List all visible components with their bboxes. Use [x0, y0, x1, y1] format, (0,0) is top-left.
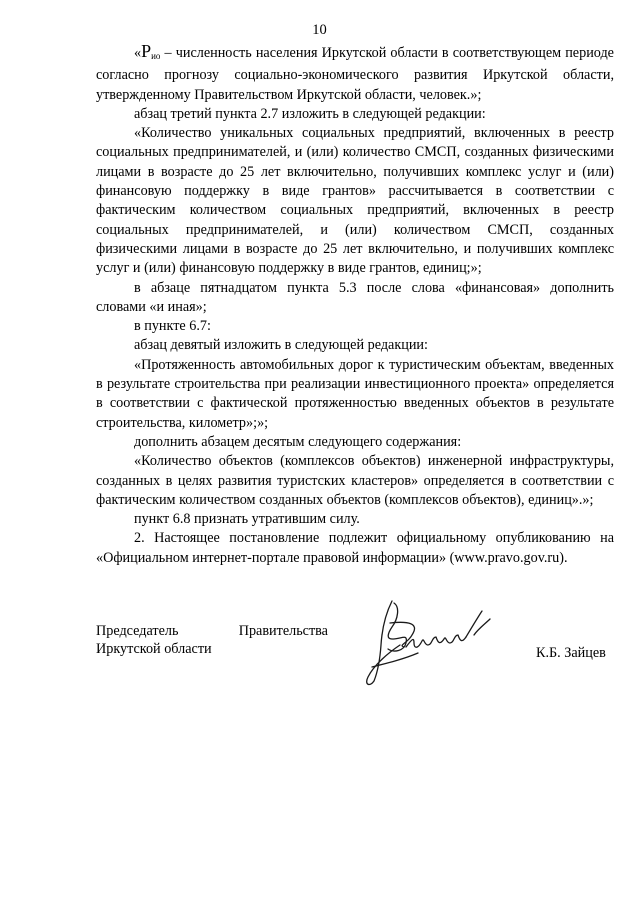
paragraph: «Протяженность автомобильных дорог к туристическим объектам, введенных в результате строительства при реализации инвестиционного проекта» определяется в соответствии с фактической протяженностью введенных объектов в результате строительства, километр»;»; [96, 356, 614, 431]
paragraph-population-definition [96, 41, 614, 105]
paragraph: пункт 6.8 признать утратившим силу. [134, 511, 360, 528]
signatory-name: К.Б. Зайцев [536, 645, 606, 661]
paragraph: дополнить абзацем десятым следующего содержания: [134, 433, 462, 450]
handwritten-signature [348, 593, 504, 689]
variable-subscript: ио [151, 51, 161, 61]
signatory-title-line2: Иркутской области [96, 641, 212, 657]
variable-p: P [141, 41, 152, 61]
paragraph: «Количество уникальных социальных предприятий, включенных в реестр социальных предпринимателей, и (или) количество СМСП, созданных физическими лицами в возрасте до 25 лет включительно, получивших комплекс услуг и (или) финансовую поддержку в виде грантов» рассчитывается в соответствии с фактическим количеством социальных предприятий, включенных в реестр социальных предпринимателей, и (или) количеством СМСП, созданных физическими лицами в возрасте до 25 лет включительно, и получивших комплекс услуг и (или) финансовую поддержку в виде грантов, единиц;»; [96, 125, 614, 277]
paragraph: 2. Настоящее постановление подлежит официальному опубликованию на «Официальном интернет-портале правовой информации» (www.pravo.gov.ru). [96, 530, 614, 566]
opening-quote: « [134, 45, 142, 61]
paragraph: в абзаце пятнадцатом пункта 5.3 после слова «финансовая» дополнить словами «и иная»; [96, 279, 614, 315]
signatory-title [96, 622, 328, 658]
document-body [96, 41, 614, 568]
signatory-title-word: Правительства [238, 623, 328, 639]
definition-text: – численность населения Иркутской области в соответствующем периоде согласно прогнозу социально-экономического развития Иркутской области, утвержденному Правительством Иркутской области, человек.»; [96, 45, 614, 103]
paragraph: абзац девятый изложить в следующей редакции: [134, 337, 428, 354]
signatory-title-word: Председатель [96, 623, 179, 639]
page-number: 10 [312, 22, 327, 38]
paragraph: «Количество объектов (комплексов объектов) инженерной инфраструктуры, созданных в целях развития туристских кластеров» определяется в соответствии с фактическим количеством созданных объектов (комплексов объектов), единиц».»; [96, 453, 614, 508]
paragraph: в пункте 6.7: [134, 318, 211, 335]
paragraph: абзац третий пункта 2.7 изложить в следующей редакции: [134, 105, 486, 122]
